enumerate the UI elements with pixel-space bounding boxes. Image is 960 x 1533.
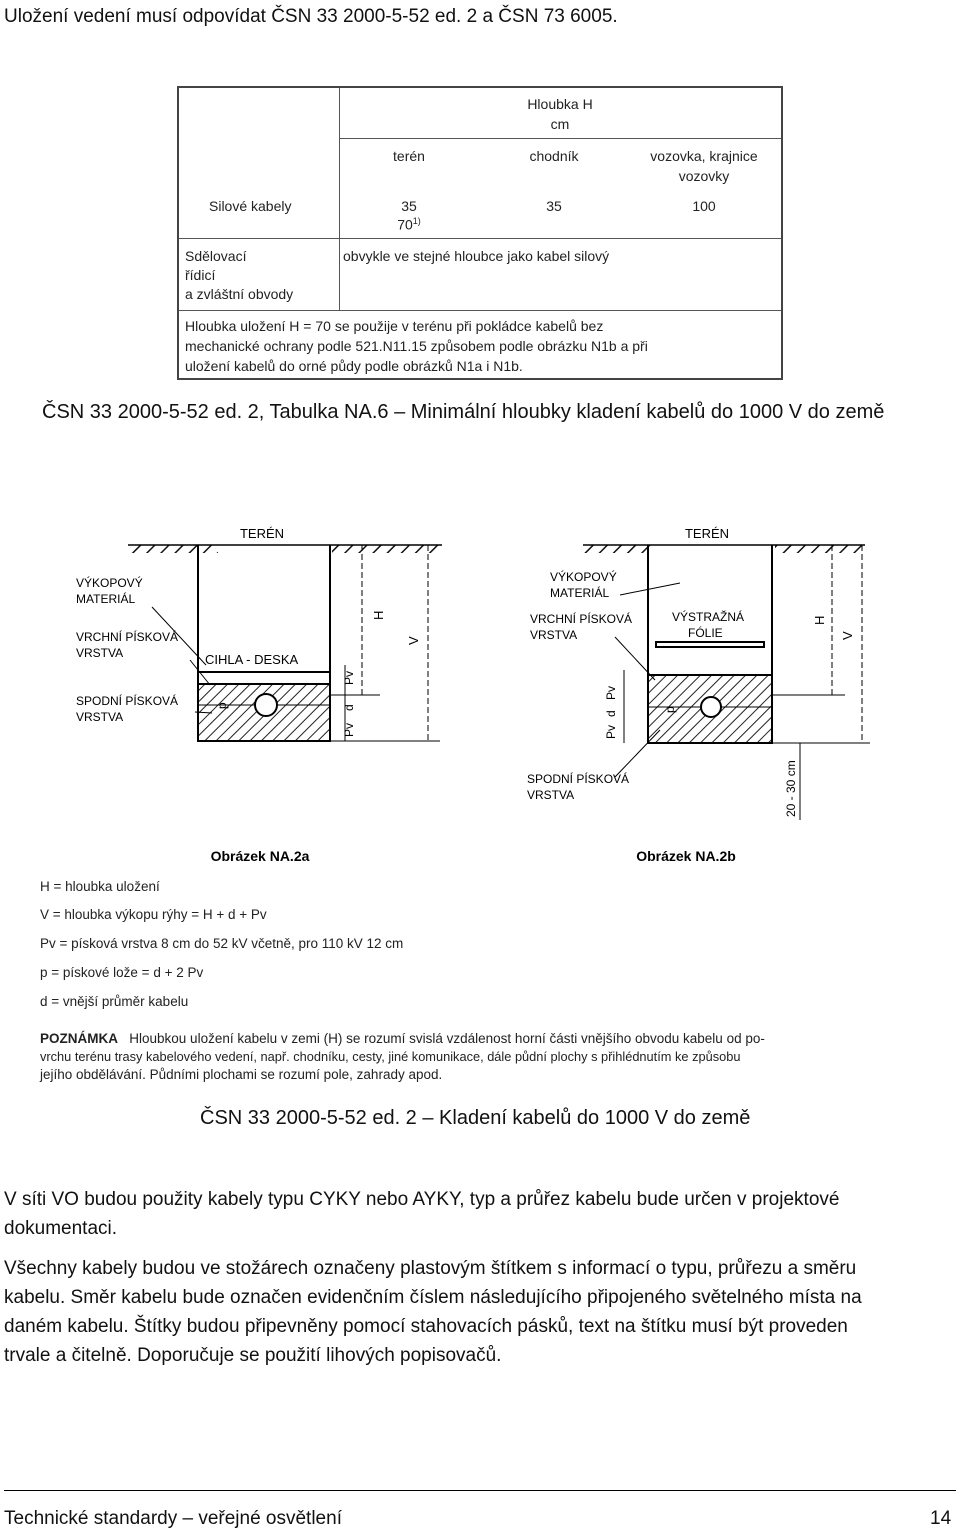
col-vozovka-2: vozovky: [678, 168, 730, 184]
row1-label: Silové kabely: [209, 198, 292, 214]
ground-hatch: [583, 545, 653, 553]
legend-v: V = hloubka výkopu rýhy = H + d + Pv: [40, 907, 267, 922]
label-vykopovy-2: MATERIÁL: [550, 586, 610, 600]
poznamka-label: POZNÁMKA: [40, 1031, 118, 1046]
poznamka-line-3: jejího obdělávání. Půdními plochami se rozumí pole, zahrady apod.: [40, 1067, 443, 1082]
table-divider: [179, 310, 781, 311]
col-teren: terén: [393, 148, 425, 164]
paragraph-2-line-3: daném kabelu. Štítky budou připevněny pomocí stahovacích pásků, text na štítku musí být proveden: [4, 1316, 848, 1337]
dim-v: V: [840, 631, 855, 640]
legend-d: d = vnější průměr kabelu: [40, 994, 189, 1009]
row1-teren: 35: [401, 198, 417, 214]
dim-h: H: [812, 615, 827, 625]
dim-pv-top: Pv: [604, 685, 618, 700]
warning-foil: [656, 642, 764, 647]
label-spodni-2: VRSTVA: [76, 710, 124, 724]
table-note-3: uložení kabelů do orné půdy podle obrázků N1a i N1b.: [185, 358, 523, 374]
row2-label: Sdělovací: [185, 248, 247, 264]
dim-d: d: [342, 704, 356, 711]
col-chodnik: chodník: [529, 148, 579, 164]
figure-b-title: Obrázek NA.2b: [636, 848, 736, 864]
label-vrchni: VRCHNÍ PÍSKOVÁ: [530, 612, 633, 626]
label-vrchni: VRCHNÍ PÍSKOVÁ: [76, 630, 179, 644]
cable-circle: [701, 697, 721, 717]
label-folie: VÝSTRAŽNÁ: [672, 610, 745, 624]
row2-label-2: řídicí: [185, 267, 216, 283]
label-teren: TERÉN: [239, 526, 285, 541]
legend-p: p = pískové lože = d + 2 Pv: [40, 965, 204, 980]
table-divider: [339, 138, 781, 139]
legend-pv: Pv = písková vrstva 8 cm do 52 kV včetně, pro 110 kV 12 cm: [40, 936, 404, 951]
poznamka-line-1: POZNÁMKA Hloubkou uložení kabelu v zemi (H) se rozumí svislá vzdálenost horní části vnějšího obvodu kabelu od po-: [40, 1031, 765, 1046]
ground-hatch: [332, 545, 442, 553]
label-folie-2: FÓLIE: [688, 626, 723, 640]
row2-value: obvykle ve stejné hloubce jako kabel silový: [343, 248, 610, 264]
paragraph-2-line-4: trvale a čitelně. Doporučuje se použití lihových popisovačů.: [4, 1345, 502, 1366]
poznamka-line-2: vrchu terénu trasy kabelového vedení, např. chodníku, cesty, jiné komunikace, dále půdní plochy s přihlédnutím ke způsobu: [40, 1049, 741, 1064]
label-vykopovy: VÝKOPOVÝ: [76, 576, 143, 590]
paragraph-2: [4, 1254, 959, 1370]
figure-caption: ČSN 33 2000-5-52 ed. 2 – Kladení kabelů do 1000 V do země: [200, 1107, 751, 1129]
table-note: Hloubka uložení H = 70 se použije v terénu při pokládce kabelů bez: [185, 318, 604, 334]
dim-p: p: [215, 702, 229, 709]
paragraph-1: [4, 1185, 959, 1243]
label-vykopovy-2: MATERIÁL: [76, 592, 136, 606]
figure-b: [527, 526, 870, 864]
label-teren: TERÉN: [684, 526, 730, 541]
paragraph-1-line-2: dokumentaci.: [4, 1218, 118, 1239]
dim-pv-top: Pv: [342, 670, 356, 685]
header-title: Hloubka H: [527, 96, 593, 112]
paragraph-2-line-2: kabelu. Směr kabelu bude označen evidenčním číslem následujícího připojeného světelného místa na: [4, 1287, 862, 1308]
label-spodni: SPODNÍ PÍSKOVÁ: [76, 694, 179, 708]
figure-a-title: Obrázek NA.2a: [210, 848, 310, 864]
label-vrchni-2: VRSTVA: [530, 628, 578, 642]
footer-divider: [4, 1490, 956, 1491]
dim-pv-bottom: Pv: [342, 722, 356, 737]
dim-range: 20 - 30 cm: [784, 760, 798, 817]
dim-pv-bottom: Pv: [604, 724, 618, 739]
page-number: 14: [930, 1508, 952, 1529]
col-vozovka: vozovka, krajnice: [650, 148, 758, 164]
dim-p: p: [663, 706, 677, 713]
ground-hatch: [775, 545, 865, 553]
label-spodni: SPODNÍ PÍSKOVÁ: [527, 772, 630, 786]
intro-line: Uložení vedení musí odpovídat ČSN 33 2000-5-52 ed. 2 a ČSN 73 6005.: [4, 6, 618, 27]
label-vrchni-2: VRSTVA: [76, 646, 124, 660]
label-cihla: CIHLA - DESKA: [205, 652, 299, 667]
figure-a: [76, 526, 442, 864]
dim-d: d: [604, 710, 618, 717]
cable-laying-figures: [0, 515, 960, 875]
cable-circle: [255, 694, 277, 716]
footer-title: Technické standardy – veřejné osvětlení: [4, 1508, 342, 1529]
label-spodni-2: VRSTVA: [527, 788, 575, 802]
header-unit: cm: [550, 116, 570, 132]
dim-v: V: [406, 636, 421, 645]
paragraph-1-line-1: V síti VO budou použity kabely typu CYKY nebo AYKY, typ a průřez kabelu bude určen v projektové: [4, 1189, 840, 1210]
row2-label-3: a zvláštní obvody: [185, 286, 294, 302]
table-caption: ČSN 33 2000-5-52 ed. 2, Tabulka NA.6 – Minimální hloubky kladení kabelů do 1000 V do země: [42, 401, 885, 423]
table-divider: [179, 238, 781, 239]
ground-hatch: [128, 545, 218, 553]
brick-plate: [198, 672, 330, 684]
row1-vozovka: 100: [692, 198, 716, 214]
legend-h: H = hloubka uložení: [40, 879, 160, 894]
depth-table: [177, 86, 783, 380]
row1-teren-2: 70$^{1)}$: [397, 216, 421, 233]
table-note-2: mechanické ochrany podle 521.N11.15 způsobem podle obrázku N1b a při: [185, 338, 648, 354]
row1-chodnik: 35: [546, 198, 562, 214]
label-vykopovy: VÝKOPOVÝ: [550, 570, 617, 584]
paragraph-2-line-1: Všechny kabely budou ve stožárech označeny plastovým štítkem s informací o typu, průřezu a směru: [4, 1258, 857, 1279]
dim-h: H: [371, 610, 386, 620]
